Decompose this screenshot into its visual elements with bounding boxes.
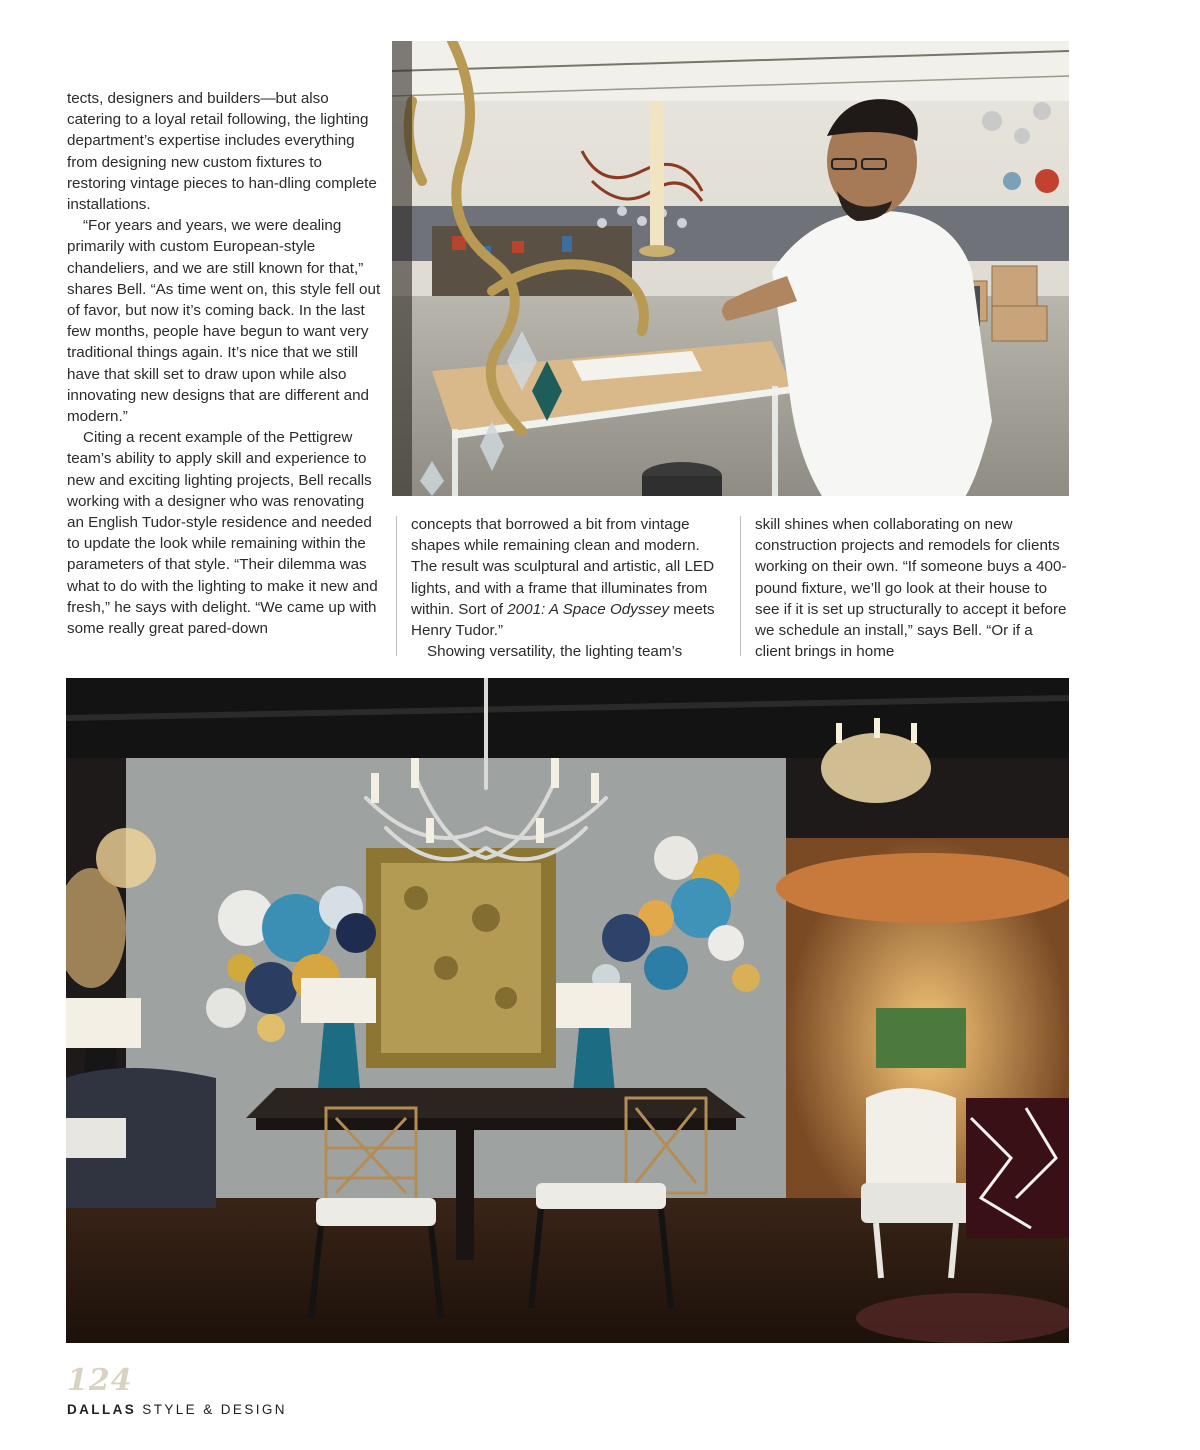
article-column-1	[67, 88, 385, 639]
paragraph: skill shines when collaborating on new construction projects and remodels for clients working on their own. “If someone buys a 400-pound fixture, we’ll go look at their house to see if it is set up structurally to accept it before we schedule an install,” says Bell. “Or if a client brings in home	[755, 516, 1067, 661]
magazine-name-bold: DALLAS	[67, 1402, 137, 1417]
workshop-photo	[392, 41, 1069, 496]
magazine-name	[67, 1402, 287, 1417]
paragraph: tects, designers and builders—but also catering to a loyal retail following, the lighting department’s expertise includes everything from designing new custom fixtures to restoring vintage pieces to han-dling complete installations.	[67, 90, 377, 214]
paragraph: “For years and years, we were dealing primarily with custom European-style chandeliers, and we are still known for that,” shares Bell. “As time went on, this style fell out of favor, but now it’s coming back. In the last few months, people have begun to want very traditional things again. It’s nice that we still have that skill set to draw upon while also innovating new designs that are different and modern.”	[67, 217, 381, 426]
showroom-photo	[66, 678, 1069, 1343]
article-column-2	[411, 514, 727, 662]
column-divider	[740, 516, 741, 656]
column-divider	[396, 516, 397, 656]
text-run: meets Henry Tudor.”	[411, 600, 715, 640]
paragraph: Showing versatility, the lighting team’s	[427, 643, 683, 661]
page-number: 124	[67, 1363, 133, 1398]
magazine-name-rest: STYLE & DESIGN	[136, 1402, 287, 1417]
film-title: 2001: A Space Odyssey	[507, 600, 670, 618]
paragraph: Citing a recent example of the Pettigrew team’s ability to apply skill and experience to new and exciting lighting projects, Bell recalls working with a designer who was renovating an English Tudor-style residence and needed to update the look while remaining within the parameters of that style. “Their dilemma was what to do with the lighting to make it new and fresh,” he says with delight. “We came up with some really great pared-down	[67, 429, 378, 638]
paragraph	[411, 514, 727, 641]
text-run: concepts that borrowed a bit from vintage shapes while remaining clean and modern. The result was sculptural and artistic, all LED lights, and with a frame that illuminates from within. Sort of	[411, 516, 715, 618]
article-column-3	[755, 514, 1071, 662]
